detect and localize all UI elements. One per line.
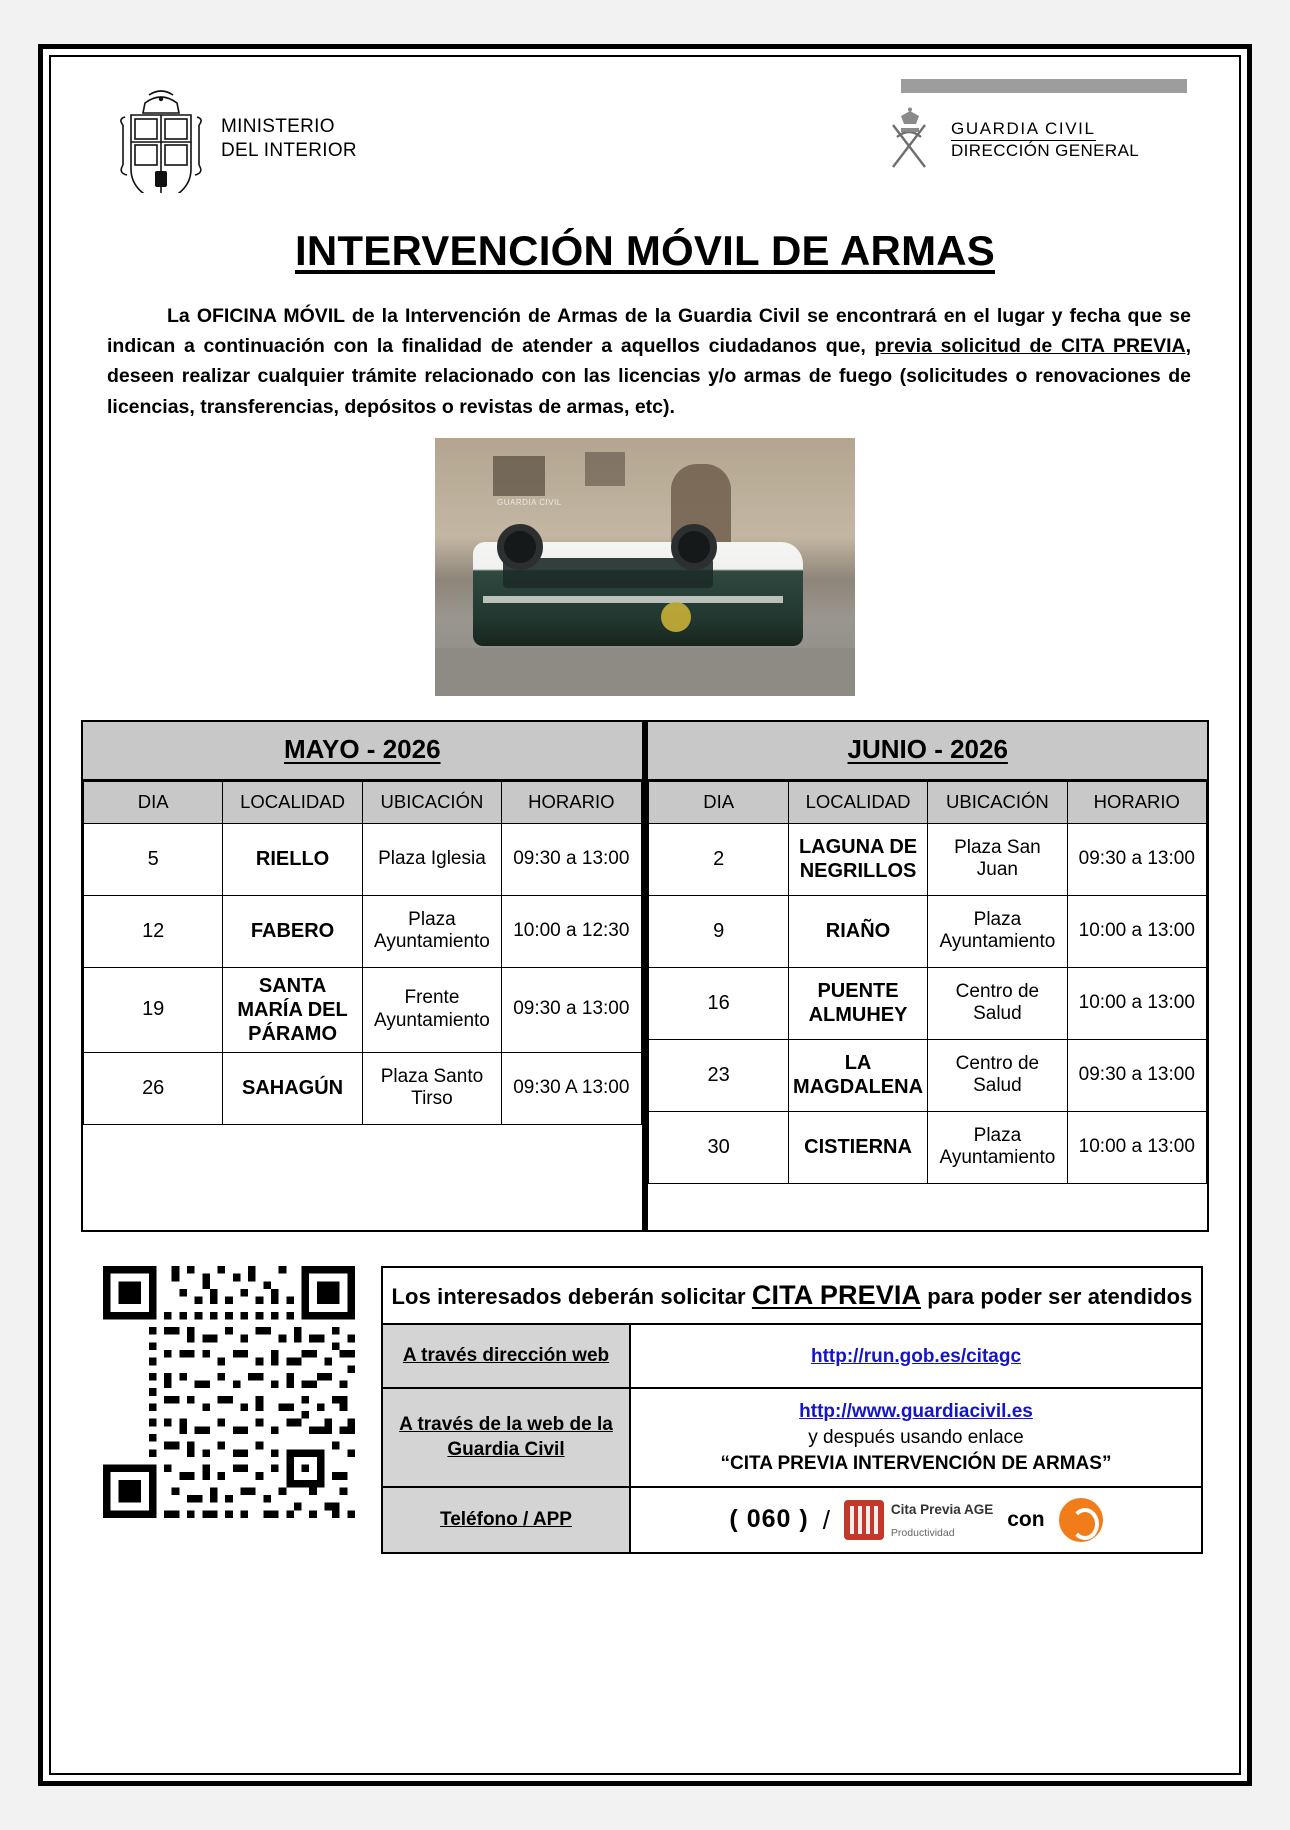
web-link[interactable]: http://run.gob.es/citagc (810, 1345, 1022, 1367)
schedule-table-junio (648, 781, 1207, 1184)
cell-dia: 2 (649, 823, 788, 895)
table-row (84, 823, 642, 895)
cita-previa-heading (383, 1268, 1201, 1325)
cell-horario: 09:30 a 13:00 (502, 967, 641, 1052)
cell-horario: 09:30 a 13:00 (1067, 823, 1206, 895)
cell-ubicacion: Frente Ayuntamiento (362, 967, 501, 1052)
col-dia: DIA (84, 781, 223, 823)
schedule-month-junio (648, 722, 1207, 1231)
cell-localidad: SANTA MARÍA DEL PÁRAMO (223, 967, 362, 1052)
col-dia: DIA (649, 781, 788, 823)
qr-code-icon[interactable] (103, 1266, 355, 1518)
cita-heading-pre: Los interesados deberán solicitar (391, 1284, 752, 1310)
col-localidad: LOCALIDAD (223, 781, 362, 823)
cell-dia: 19 (84, 967, 223, 1052)
cell-localidad: CISTIERNA (788, 1111, 927, 1183)
table-row (649, 1039, 1207, 1111)
guardia-web-note: y después usando enlace (808, 1427, 1024, 1449)
cell-dia: 12 (84, 895, 223, 967)
cell-horario: 10:00 a 13:00 (1067, 895, 1206, 967)
cita-label-web (383, 1325, 631, 1387)
col-localidad: LOCALIDAD (788, 781, 927, 823)
cell-ubicacion: Plaza Ayuntamiento (362, 895, 501, 967)
document-header (81, 79, 1209, 193)
ministry-line-2: DEL INTERIOR (221, 140, 357, 161)
ministry-block (115, 85, 357, 193)
mobile-office-van-photo (435, 438, 855, 696)
cell-ubicacion: Plaza Santo Tirso (362, 1052, 501, 1124)
app-icon-square (844, 1500, 884, 1540)
phone-number: ( 060 ) (729, 1505, 809, 1534)
cell-horario: 09:30 A 13:00 (502, 1052, 641, 1124)
cita-value-web (631, 1325, 1201, 1387)
month-title-mayo: MAYO - 2026 (283, 733, 441, 764)
age-orange-app-icon[interactable] (1059, 1498, 1103, 1542)
cita-heading-post: para poder ser atendidos (921, 1284, 1193, 1310)
table-row (649, 823, 1207, 895)
poster-inner-frame (49, 55, 1241, 1775)
cell-horario: 10:00 a 13:00 (1067, 1111, 1206, 1183)
cell-ubicacion: Plaza Ayuntamiento (928, 1111, 1067, 1183)
month-title-junio: JUNIO - 2026 (847, 733, 1008, 764)
cell-horario: 10:00 a 12:30 (502, 895, 641, 967)
cita-label-web-text: A través dirección web (402, 1345, 610, 1367)
table-row (84, 967, 642, 1052)
cell-ubicacion: Centro de Salud (928, 1039, 1067, 1111)
cita-label-guardia-web-text: A través de la web de la Guardia Civil (399, 1414, 613, 1460)
cell-ubicacion: Plaza Ayuntamiento (928, 895, 1067, 967)
cita-row-web (383, 1325, 1201, 1389)
cell-ubicacion: Centro de Salud (928, 967, 1067, 1039)
cita-value-guardia-web (631, 1389, 1201, 1486)
intro-paragraph (107, 301, 1191, 422)
cell-localidad: LA MAGDALENA (788, 1039, 927, 1111)
table-row (649, 895, 1207, 967)
cell-localidad: SAHAGÚN (223, 1052, 362, 1124)
col-horario: HORARIO (502, 781, 641, 823)
table-row (84, 1052, 642, 1124)
cita-value-phone (631, 1488, 1201, 1552)
intro-part-2: , deseen realizar cualquier trámite relacionado con las licencias y/o armas de fuego (solicitudes o renovaciones de licencias, transferencias, depósitos o revistas de armas, etc). (107, 335, 1191, 418)
cita-label-phone-text: Teléfono / APP (440, 1508, 572, 1530)
cell-dia: 16 (649, 967, 788, 1039)
gray-rule (901, 79, 1187, 93)
guardia-web-enlace: “CITA PREVIA INTERVENCIÓN DE ARMAS” (720, 1452, 1112, 1474)
cell-localidad: RIELLO (223, 823, 362, 895)
intro-underlined: previa solicitud de CITA PREVIA (874, 335, 1186, 358)
cell-localidad: RIAÑO (788, 895, 927, 967)
cell-dia: 30 (649, 1111, 788, 1183)
table-header-row (84, 781, 642, 823)
cita-previa-section (81, 1266, 1209, 1554)
cell-dia: 9 (649, 895, 788, 967)
van-label: GUARDIA CIVIL (497, 497, 562, 507)
cita-label-guardia-web (383, 1389, 631, 1486)
photo-container (81, 438, 1209, 696)
guardia-civil-name: GUARDIA CIVIL (951, 119, 1096, 141)
schedule-tables (81, 720, 1209, 1233)
cita-row-guardia-web (383, 1389, 1201, 1488)
col-horario: HORARIO (1067, 781, 1206, 823)
table-header-row (649, 781, 1207, 823)
cita-previa-age-app-icon[interactable] (844, 1498, 993, 1542)
guardia-civil-link[interactable]: http://www.guardiacivil.es (799, 1401, 1033, 1423)
cell-localidad: FABERO (223, 895, 362, 967)
guardia-civil-emblem-icon (879, 107, 941, 173)
app-subtitle: Productividad (890, 1527, 955, 1540)
intro-part-1: La OFICINA MÓVIL de la Intervención de Armas de la Guardia Civil se encontrará en el lugar y fecha que se indican a continuación con la finalidad de atender a aquellos ciudadanos que, (107, 305, 1191, 358)
cell-dia: 23 (649, 1039, 788, 1111)
cell-horario: 10:00 a 13:00 (1067, 967, 1206, 1039)
schedule-table-mayo (83, 781, 642, 1231)
cell-localidad: LAGUNA DE NEGRILLOS (788, 823, 927, 895)
cell-ubicacion: Plaza San Juan (928, 823, 1067, 895)
cita-row-phone (383, 1488, 1201, 1552)
ministry-text (221, 115, 357, 163)
cell-localidad: PUENTE ALMUHEY (788, 967, 927, 1039)
table-row (649, 967, 1207, 1039)
spain-coat-of-arms-icon (115, 85, 207, 193)
cell-horario: 09:30 a 13:00 (1067, 1039, 1206, 1111)
table-row (649, 1111, 1207, 1183)
col-ubicacion: UBICACIÓN (928, 781, 1067, 823)
cell-dia: 5 (84, 823, 223, 895)
table-divider (642, 722, 649, 1231)
col-ubicacion: UBICACIÓN (362, 781, 501, 823)
guardia-civil-subtitle: DIRECCIÓN GENERAL (951, 141, 1140, 160)
cita-label-phone (383, 1488, 631, 1552)
cell-dia: 26 (84, 1052, 223, 1124)
ministry-line-1: MINISTERIO (221, 116, 335, 138)
table-row (84, 895, 642, 967)
table-row-empty (84, 1124, 642, 1230)
cita-heading-big: CITA PREVIA (751, 1280, 922, 1311)
cita-previa-table (381, 1266, 1203, 1554)
cell-horario: 09:30 a 13:00 (502, 823, 641, 895)
schedule-month-mayo (83, 722, 642, 1231)
guardia-civil-block (879, 79, 1199, 173)
app-name: Cita Previa AGE (890, 1502, 994, 1518)
cell-ubicacion: Plaza Iglesia (362, 823, 501, 895)
page-title: INTERVENCIÓN MÓVIL DE ARMAS (294, 227, 996, 274)
con-label: con (1007, 1508, 1045, 1532)
poster-page (38, 44, 1252, 1786)
guardia-civil-text (951, 119, 1139, 162)
phone-separator: / (822, 1504, 830, 1535)
